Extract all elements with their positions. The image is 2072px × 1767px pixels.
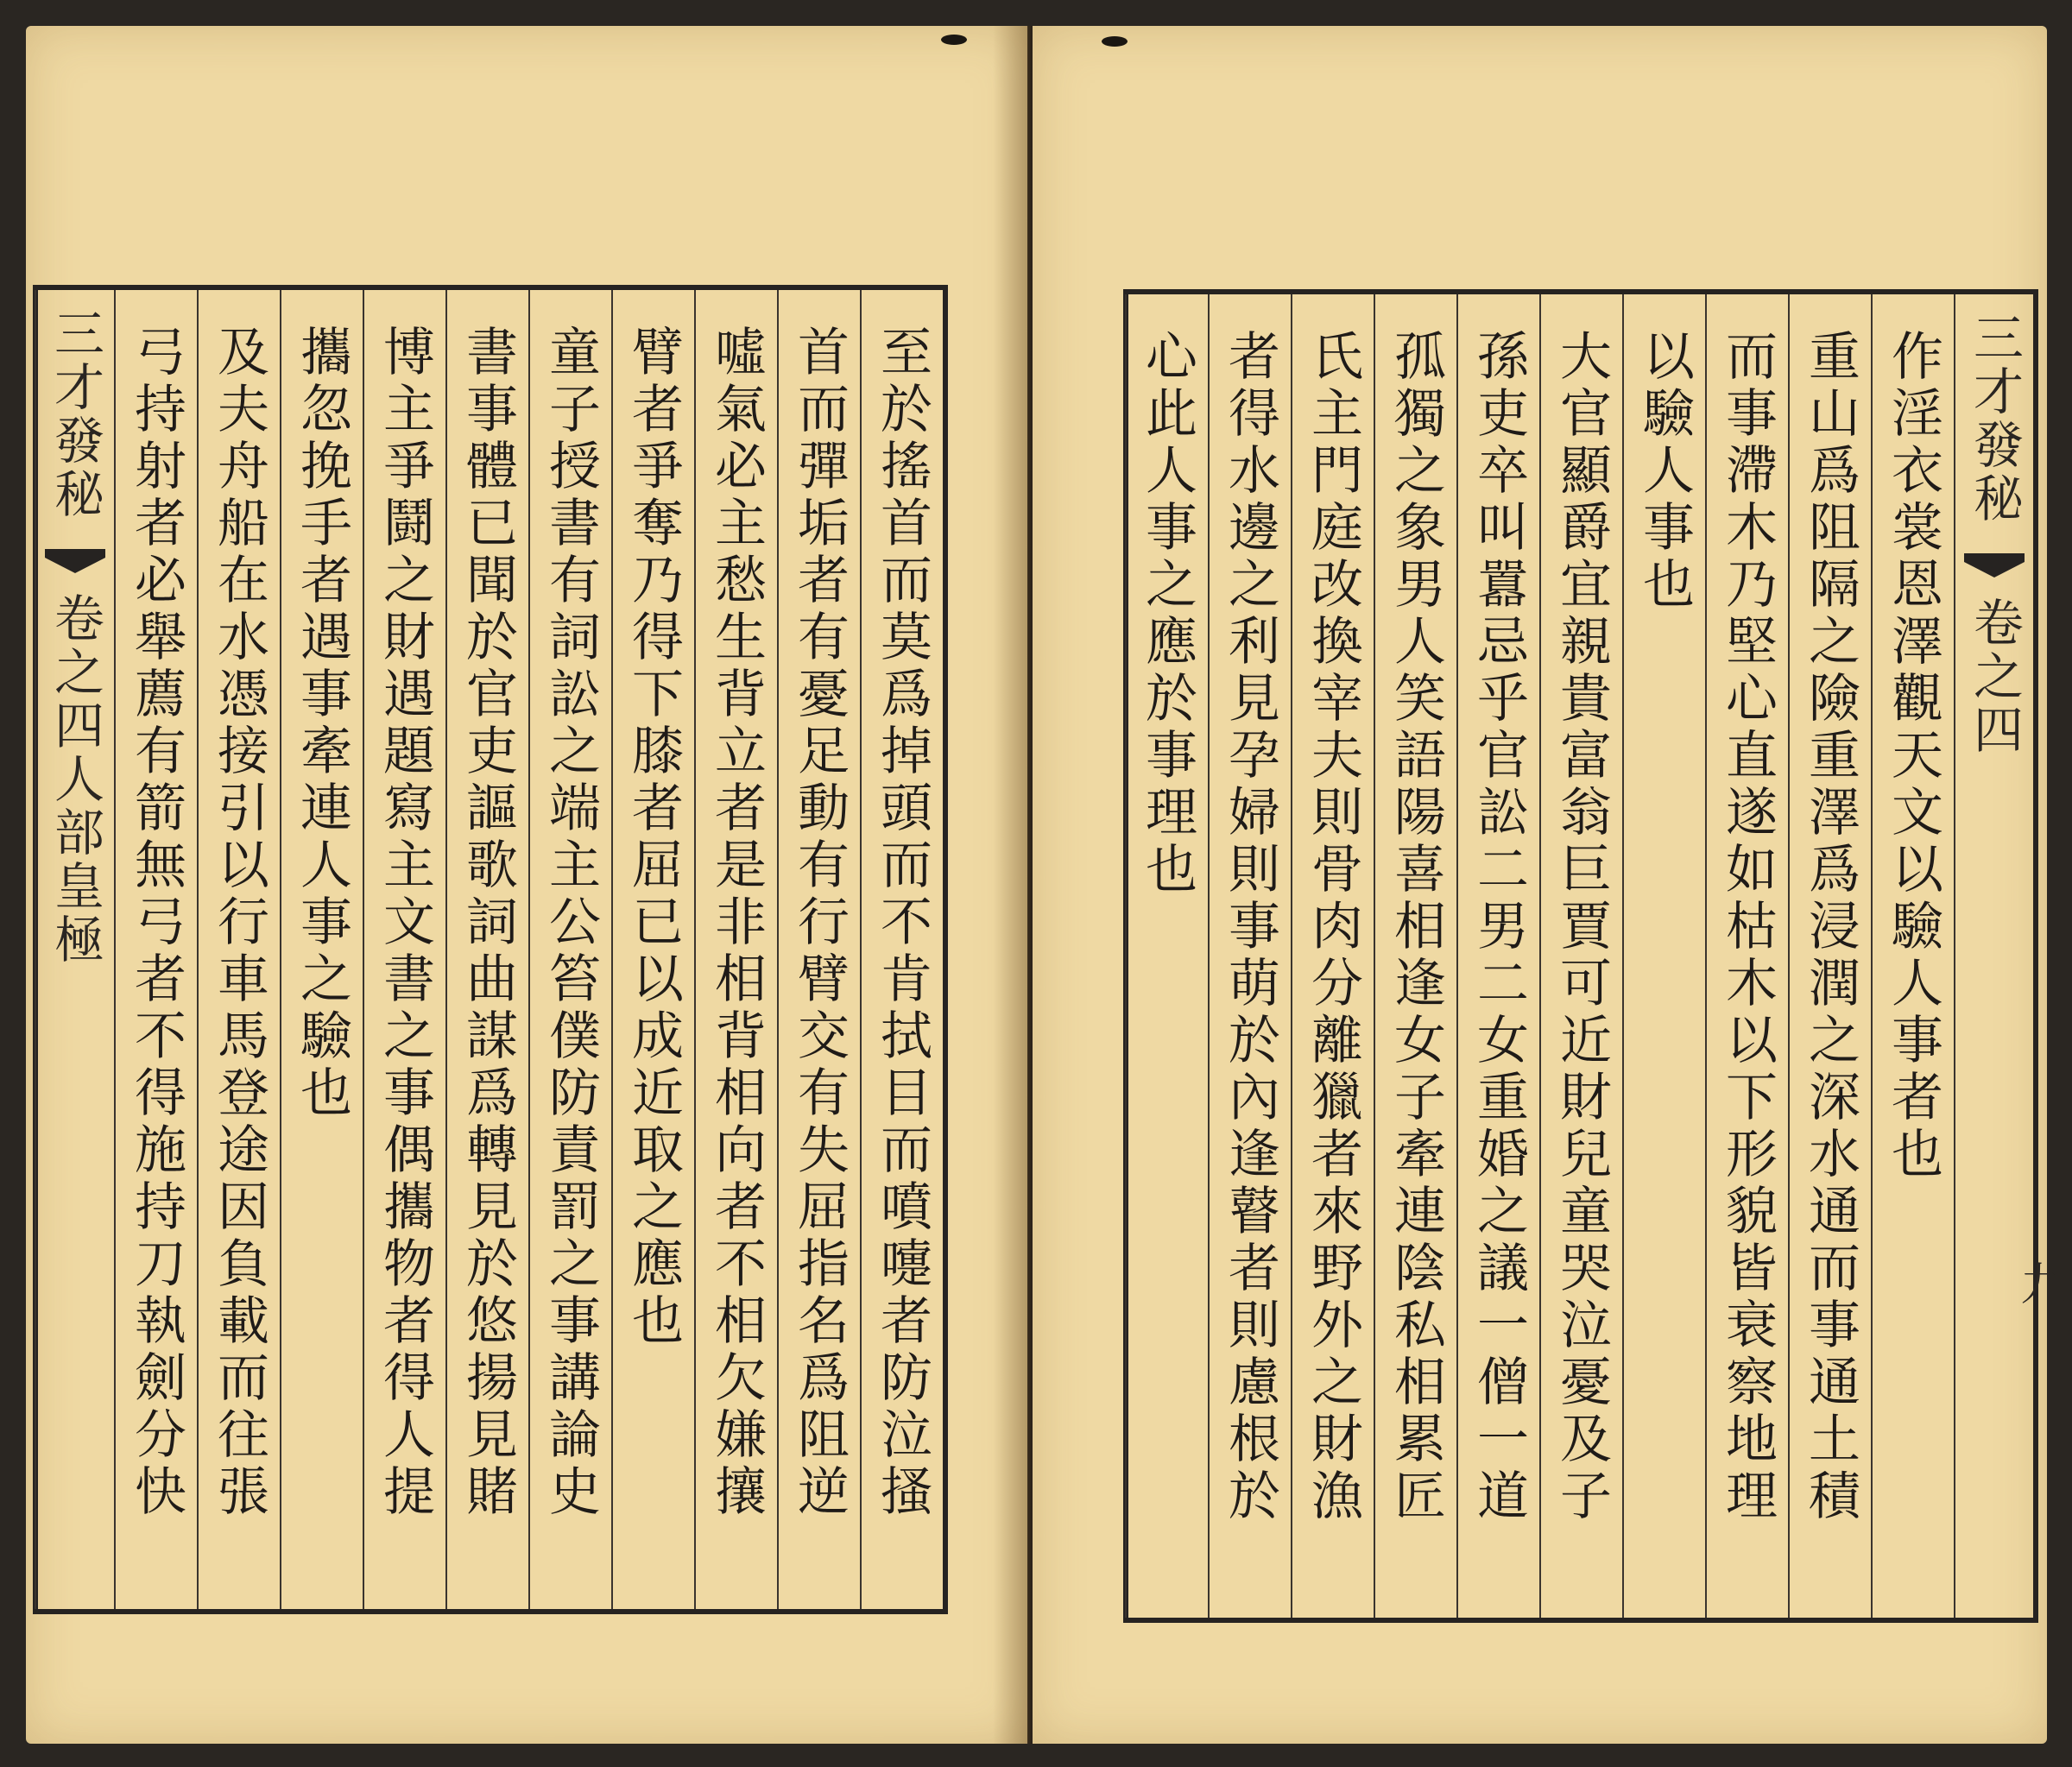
text-column: [1291, 294, 1374, 1618]
column-text: 大官顯爵宜親貴富翁巨賈可近財兒童哭泣憂及子: [1551, 329, 1612, 1525]
text-column: [1705, 294, 1788, 1618]
fish-tail-icon: [45, 549, 105, 573]
text-column: [777, 290, 860, 1609]
book-title: 三才發秘: [1965, 312, 2024, 526]
column-text: 博主爭鬪之財遇題寫主文書之事偶攜物者得人提: [375, 325, 435, 1521]
section-title: 卷之四人部皇極: [46, 592, 104, 967]
right-columns: [1125, 294, 2033, 1618]
text-column: [197, 290, 280, 1609]
text-column: [280, 290, 363, 1609]
column-text: 首而彈垢者有憂足動有行臂交有失屈指名爲阻逆: [789, 325, 850, 1521]
center-margin-column: [1954, 294, 2033, 1618]
text-column: [114, 290, 197, 1609]
text-column: [528, 290, 611, 1609]
column-text: 至於搖首而莫爲掉頭而不肯拭目而噴嚏者防泣搔: [872, 325, 932, 1521]
column-text: 臂者爭奪乃得下膝者屈已以成近取之應也: [623, 325, 684, 1350]
text-column: [611, 290, 694, 1609]
text-column: [1374, 294, 1456, 1618]
column-text: 孫吏卒叫囂忌乎官訟二男二女重婚之議一僧一道: [1469, 329, 1529, 1525]
fish-tail-icon: [1964, 553, 2025, 577]
column-text: 弓持射者必舉薦有箭無弓者不得施持刀執劍分快: [126, 325, 186, 1521]
column-text: 以驗人事也: [1634, 329, 1695, 614]
right-text-frame: [1123, 289, 2038, 1623]
text-column: [1456, 294, 1539, 1618]
left-text-frame: [33, 285, 948, 1614]
text-column: [1539, 294, 1622, 1618]
column-text: 攜忽挽手者遇事牽連人事之驗也: [292, 325, 352, 1122]
wormhole-mark: [941, 35, 967, 45]
left-columns: [35, 290, 943, 1609]
folio-number: 九: [2012, 1260, 2064, 1305]
text-column: [1622, 294, 1705, 1618]
text-column: [1208, 294, 1291, 1618]
column-text: 者得水邊之利見孕婦則事萌於內逢瞽者則慮根於: [1220, 329, 1280, 1525]
section-title: 卷之四: [1965, 596, 2024, 757]
column-text: 及夫舟船在水憑接引以行車馬登途因負載而往張: [209, 325, 269, 1521]
column-text: 而事滯木乃堅心直遂如枯木以下形貌皆衰察地理: [1717, 329, 1778, 1525]
column-text: 作淫衣裳恩澤觀天文以驗人事者也: [1883, 329, 1943, 1183]
column-text: 書事體已聞於官吏謳歌詞曲謀爲轉見於悠揚見賭: [458, 325, 518, 1521]
column-text: 氏主門庭改換宰夫則骨肉分離獵者來野外之財漁: [1303, 329, 1363, 1525]
center-margin-column: [35, 290, 114, 1609]
right-page: [1033, 26, 2064, 1744]
book-title: 三才發秘: [46, 307, 104, 521]
text-column: [1788, 294, 1871, 1618]
column-text: 噓氣必主愁生背立者是非相背相向者不相欠嫌攘: [706, 325, 767, 1521]
text-column: [694, 290, 777, 1609]
column-text: 孤獨之象男人笑語陽喜相逢女子牽連陰私相累匠: [1386, 329, 1446, 1525]
text-column: [1871, 294, 1954, 1618]
text-column: [445, 290, 528, 1609]
column-text: 心此人事之應於事理也: [1137, 329, 1197, 899]
text-column: [1125, 294, 1208, 1618]
wormhole-mark: [1102, 36, 1128, 47]
text-column: [363, 290, 445, 1609]
text-column: [860, 290, 943, 1609]
column-text: 重山爲阻隔之險重澤爲浸潤之深水通而事通土積: [1800, 329, 1860, 1525]
column-text: 童子授書有詞訟之端主公笞僕防責罰之事講論史: [540, 325, 601, 1521]
left-page: [26, 26, 1027, 1744]
